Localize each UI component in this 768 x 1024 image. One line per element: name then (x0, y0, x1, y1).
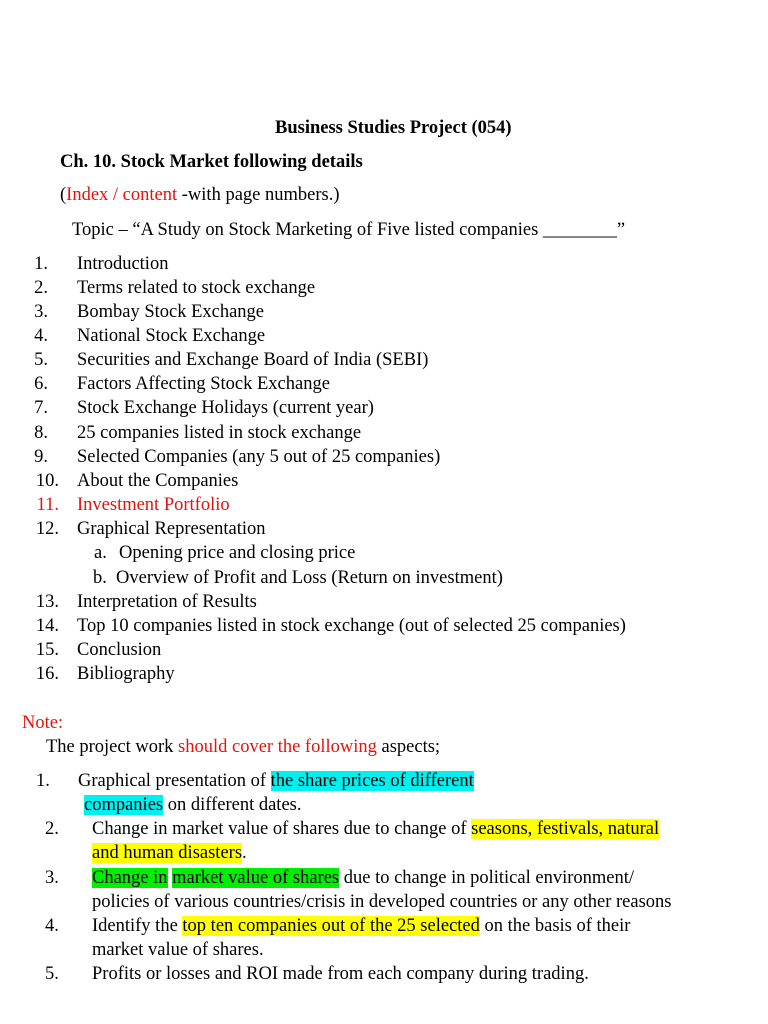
aspect-number: 4. (45, 916, 59, 936)
document-page: Business Studies Project (054) Ch. 10. Stock Market following details (Index / content -with page numbers.) Topic – “A Study on Stock Marketing of Five listed companies ________” 1. Introduction 2. Terms related to stock exchange 3. Bombay Stock Exchange 4. National Stock Exchange 5. Securities and Exchange Board of India (SEBI) 6. Factors Affecting Stock Exchange 7. Stock Exchange Holidays (current year) 8. 25 companies listed in stock exchange 9. Selected Companies (any 5 out of 25 companies) 10. About the Companies 11. Investment Portfolio 12. Graphical Representation a. Opening price and closing price b. Overview of Profit and Loss (Return on investment) 13. Interpretation of Results 14. Top 10 companies listed in stock exchange (out of selected 25 companies) 15. Conclusion 16. Bibliography Note: The project work should cover the following aspects; 1. Graphical presentation of the share prices of different companies on different dates. 2. Change in market value of shares due to change of seasons, festivals, natural and human disasters. 3. Change in market value of shares due to change in political environment/ policies of various countries/crisis in developed countries or any other reasons 4. Identify the top ten companies out of the 25 selected on the basis of their market value of shares. 5. Profits or losses and ROI made from each company during trading. (22, 118, 672, 984)
aspect-2: Change in market value of shares due to change of seasons, festivals, natural (92, 819, 660, 839)
highlight-yellow: top ten companies out of the 25 selected (182, 916, 480, 936)
aspect-number: 1. (36, 771, 50, 791)
topic-line: Topic – “A Study on Stock Marketing of Five listed companies ________” (72, 220, 626, 240)
highlight-yellow: and human disasters (92, 843, 243, 863)
aspect-4: Identify the top ten companies out of the 25 selected on the basis of their (92, 916, 631, 936)
note-intro: The project work should cover the following aspects; (46, 737, 441, 757)
index-line (60, 183, 340, 207)
chapter-heading: Ch. 10. Stock Market following details (60, 152, 363, 172)
highlight-cyan: the share prices of different (270, 771, 474, 791)
aspect-5: Profits or losses and ROI made from each company during trading. (92, 964, 589, 984)
aspect-4-line2: market value of shares. (92, 940, 264, 960)
highlight-green: market value of shares (172, 868, 340, 888)
highlight-yellow: seasons, festivals, natural (471, 819, 660, 839)
highlight-cyan: companies (84, 795, 164, 815)
index-content-label: Index / content (66, 185, 178, 205)
aspect-number: 2. (45, 819, 59, 839)
aspect-3-line2: policies of various countries/crisis in developed countries or any other reasons (92, 892, 672, 912)
note-label: Note: (22, 713, 64, 733)
aspect-1-line2: companies on different dates. (84, 795, 302, 815)
aspect-number: 5. (45, 964, 59, 984)
index-open: ( (60, 185, 67, 205)
highlight-green: Change in (92, 868, 168, 888)
aspect-1: Graphical presentation of the share prices of different (78, 771, 474, 791)
aspect-number: 3. (45, 868, 59, 888)
document-title: Business Studies Project (054) (275, 118, 512, 138)
aspect-3: Change in market value of shares due to change in political environment/ (92, 868, 634, 888)
index-note: -with page numbers.) (177, 185, 340, 205)
aspect-2-line2: and human disasters. (92, 843, 247, 863)
